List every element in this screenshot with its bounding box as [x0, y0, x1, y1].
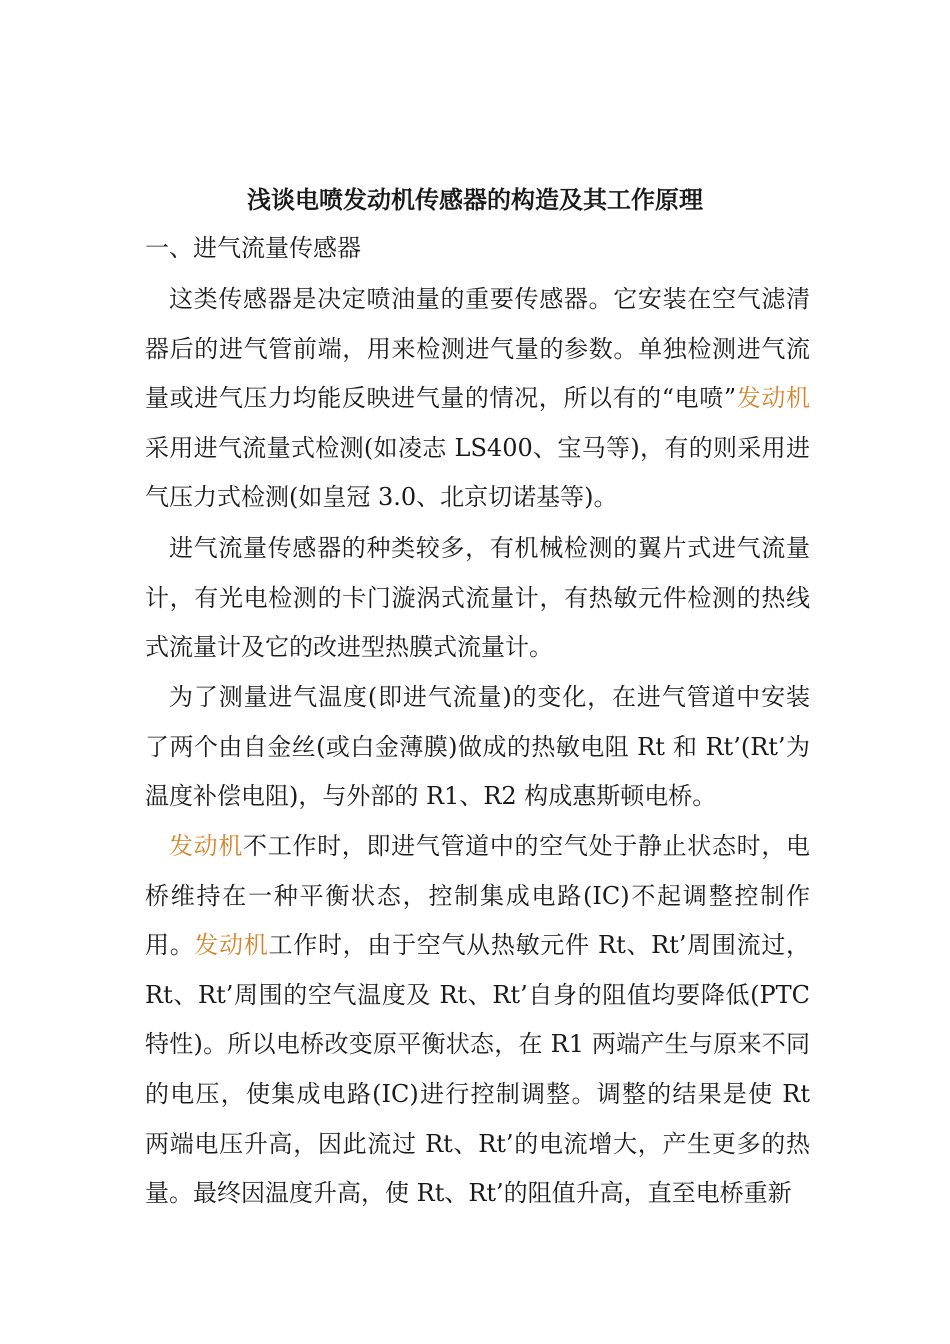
paragraph-1	[145, 275, 810, 523]
paragraph-4	[145, 822, 810, 1219]
engine-link[interactable]: 发动机	[169, 832, 244, 860]
paragraph-2: 进气流量传感器的种类较多，有机械检测的翼片式进气流量计，有光电检测的卡门漩涡式流量计，有热敏元件检测的热线式流量计及它的改进型热膜式流量计。	[145, 534, 810, 662]
section-heading: 一、进气流量传感器	[145, 234, 361, 262]
paragraph-3: 为了测量进气温度(即进气流量)的变化，在进气管道中安装了两个由自金丝(或白金薄膜)做成的热敏电阻 Rt 和 Rt’(Rt’为温度补偿电阻)，与外部的 R1、R2 构成惠斯顿电桥。	[145, 683, 810, 811]
paragraph-text: 采用进气流量式检测(如凌志 LS400、宝马等)，有的则采用进气压力式检测(如皇冠 3.0、北京切诺基等)。	[145, 433, 810, 512]
paragraph-text: 这类传感器是决定喷油量的重要传感器。它安装在空气滤清器后的进气管前端，用来检测进气量的参数。单独检测进气流量或进气压力均能反映进气量的情况，所以有的“电喷”	[145, 285, 810, 413]
paragraph-text: 不工作时，即进气管道中的空气处于静止状态时，电桥维持在一种平衡状态，控制集成电路(IC)不起调整控制作用。	[145, 832, 811, 960]
document-title: 浅谈电喷发动机传感器的构造及其工作原理	[247, 185, 703, 214]
paragraph-text: 工作时，由于空气从热敏元件 Rt、Rt’周围流过，Rt、Rt’周围的空气温度及 Rt、Rt’自身的阻值均要降低(PTC 特性)。所以电桥改变原平衡状态，在 R1 两端产生与原来不同的电压，使集成电路(IC)进行控制调整。调整的结果是使 Rt 两端电压升高，因此流过 Rt、Rt’的电流增大，产生更多的热量。最终因温度升高，使 Rt、Rt’的阻值升高，直至电桥重新	[145, 931, 811, 1208]
engine-link[interactable]: 发动机	[736, 384, 810, 413]
engine-link[interactable]: 发动机	[194, 931, 269, 960]
